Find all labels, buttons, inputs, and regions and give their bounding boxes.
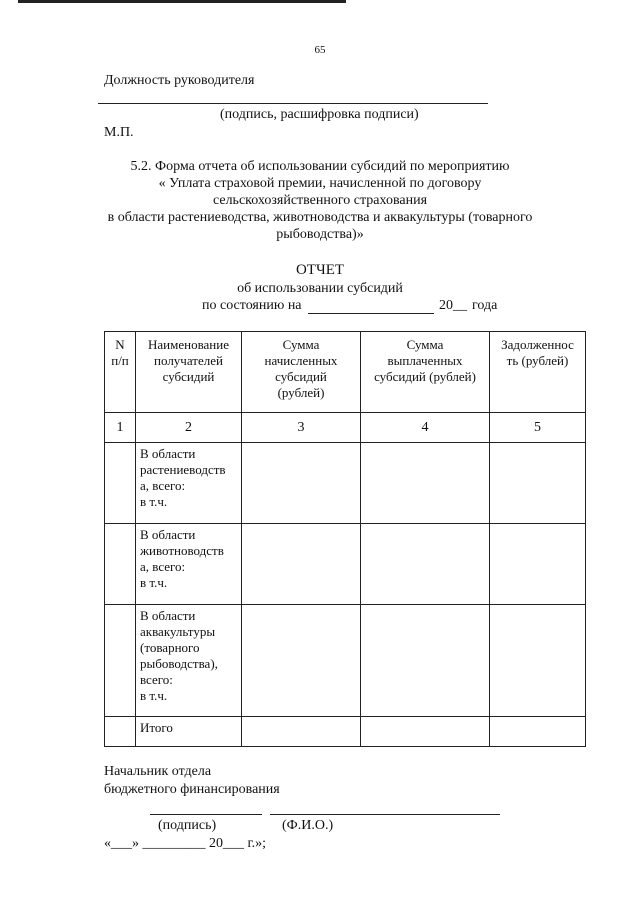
position-label: Должность руководителя: [104, 73, 255, 88]
column-number: 4: [361, 413, 490, 443]
form-title-line: рыбоводства)»: [276, 227, 364, 242]
row-crop-production-label: В области растениеводств а, всего: в т.ч.: [136, 443, 242, 524]
row-livestock-label: В области животноводств а, всего: в т.ч.: [136, 524, 242, 605]
report-date-suffix: года: [472, 298, 498, 313]
table-row: [105, 524, 586, 605]
page-number: 65: [314, 44, 326, 56]
column-number-row: [105, 413, 586, 443]
sign-label: (подпись): [158, 818, 217, 833]
report-subtitle: об использовании субсидий: [237, 281, 403, 296]
fio-line: [270, 814, 500, 815]
signature-caption: (подпись, расшифровка подписи): [220, 107, 419, 122]
subsidy-report-table: [104, 331, 586, 747]
report-date-year: 20__: [439, 298, 467, 313]
table-row-total: [105, 717, 586, 747]
header-debt: Задолженнос ть (рублей): [490, 332, 586, 413]
sign-line: [150, 814, 262, 815]
header-accrued-sum: Сумма начисленных субсидий (рублей): [242, 332, 361, 413]
fio-label: (Ф.И.О.): [282, 818, 334, 833]
report-date-prefix: по состоянию на: [202, 298, 302, 313]
table-header-row: [105, 332, 586, 413]
column-number: 2: [136, 413, 242, 443]
column-number: 5: [490, 413, 586, 443]
header-recipients: Наименование получателей субсидий: [136, 332, 242, 413]
row-aquaculture-label: В области аквакультуры (товарного рыбоводства), всего: в т.ч.: [136, 605, 242, 717]
dept-title-line2: бюджетного финансирования: [104, 782, 280, 797]
report-title: ОТЧЕТ: [295, 262, 345, 278]
form-title-line: сельскохозяйственного страхования: [212, 193, 428, 208]
form-title-line: в области растениеводства, животноводства и аквакультуры (товарного: [107, 210, 533, 225]
header-number: N п/п: [105, 332, 136, 413]
form-title-line: « Уплата страховой премии, начисленной по договору: [158, 176, 482, 191]
table-row: [105, 605, 586, 717]
stamp-label: М.П.: [104, 125, 134, 140]
header-paid-sum: Сумма выплаченных субсидий (рублей): [361, 332, 490, 413]
report-date-blank: [308, 313, 434, 314]
column-number: 1: [105, 413, 136, 443]
form-title-line: 5.2. Форма отчета об использовании субсидий по мероприятию: [130, 159, 510, 174]
form-title: [0, 158, 640, 243]
signature-line: [98, 103, 488, 104]
column-number: 3: [242, 413, 361, 443]
table-row: [105, 443, 586, 524]
scan-edge-line: [18, 0, 346, 3]
row-total-label: Итого: [136, 717, 242, 747]
date-line: «___» _________ 20___ г.»;: [104, 836, 267, 851]
dept-title-line1: Начальник отдела: [104, 764, 212, 779]
